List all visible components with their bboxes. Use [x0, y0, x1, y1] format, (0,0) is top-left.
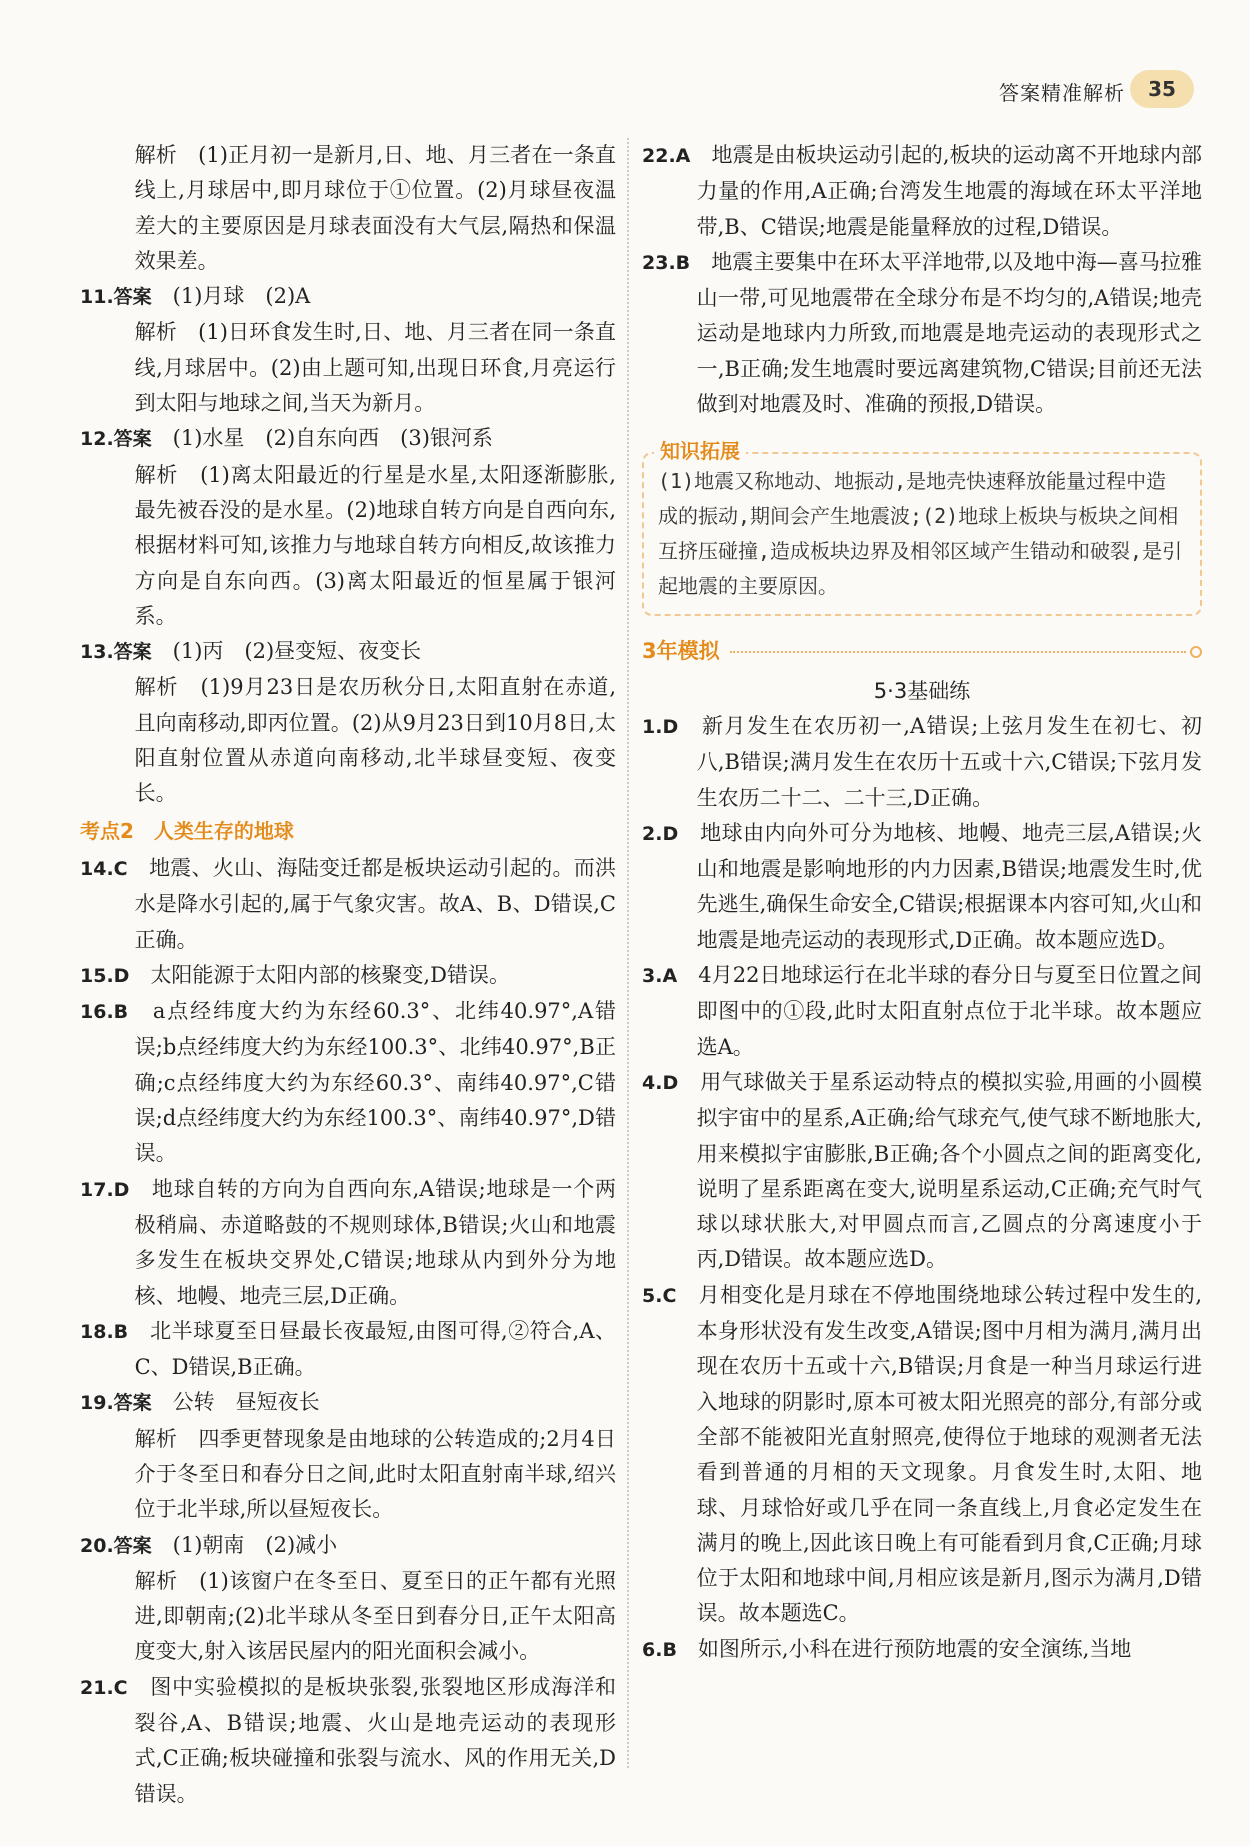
- q16: [80, 994, 616, 1171]
- basic-practice-subtitle: 5·3基础练: [873, 678, 971, 703]
- q12-answer-text: (1)水星 (2)自东向西 (3)银河系: [172, 426, 493, 451]
- r-q4: [642, 1065, 1202, 1278]
- r-q6-number: 6.B: [642, 1638, 677, 1661]
- q21-text: 图中实验模拟的是板块张裂,张裂地区形成海洋和裂谷,A、B错误;地震、火山是地壳运动的表现形式,C正确;板块碰撞和张裂与流水、风的作用无关,D错误。: [134, 1674, 616, 1806]
- page-number: 35: [1130, 70, 1194, 108]
- q20-answer-text: (1)朝南 (2)减小: [172, 1532, 338, 1557]
- right-column: [642, 138, 1202, 1668]
- q19-analysis: 解析 四季更替现象是由地球的公转造成的;2月4日介于冬至日和春分日之间,此时太阳直射南半球,绍兴位于北半球,所以昼短夜长。: [134, 1426, 616, 1522]
- q11-analysis: 解析 (1)日环食发生时,日、地、月三者在同一条直线,月球居中。(2)由上题可知,出现日环食,月亮运行到太阳与地球之间,当天为新月。: [134, 320, 616, 416]
- q20-analysis: 解析 (1)该窗户在冬至日、夏至日的正午都有光照进,即朝南;(2)北半球从冬至日到春分日,正午太阳高度变大,射入该居民屋内的阳光面积会减小。: [134, 1568, 616, 1664]
- r-q4-number: 4.D: [642, 1071, 679, 1094]
- r-q2-text: 地球由内向外可分为地核、地幔、地壳三层,A错误;火山和地震是影响地形的内力因素,B错误;地震发生时,优先逃生,确保生命安全,C错误;根据课本内容可知,火山和地震是地壳运动的表现形式,D正确。故本题应选D。: [696, 820, 1202, 952]
- q19-answer-text: 公转 昼短夜长: [172, 1390, 320, 1415]
- q12-analysis: 解析 (1)离太阳最近的行星是水星,太阳逐渐膨胀,最先被吞没的是水星。(2)地球自转方向是自西向东,根据材料可知,该推力与地球自转方向相反,故该推力方向是自东向西。(3)离太阳最近的恒星属于银河系。: [134, 462, 616, 628]
- knowledge-extension-box: [642, 439, 1202, 616]
- knowledge-extension-tag: 知识拓展: [654, 434, 746, 469]
- q15: [80, 958, 616, 994]
- q12-answer: [80, 421, 616, 457]
- q11-answer-text: (1)月球 (2)A: [172, 284, 311, 309]
- q22: [642, 138, 1202, 245]
- heading-dotted-line: [730, 651, 1186, 653]
- left-column: [80, 138, 616, 1812]
- q23-text: 地震主要集中在环太平洋地带,以及地中海—喜马拉雅山一带,可见地震带在全球分布是不均匀的,A错误;地壳运动是地球内力所致,而地震是地壳运动的表现形式之一,B正确;发生地震时要远离建筑物,C错误;目前还无法做到对地震及时、准确的预报,D错误。: [696, 249, 1202, 417]
- r-q3-text: 4月22日地球运行在北半球的春分日与夏至日位置之间即图中的①段,此时太阳直射点位于北半球。故本题应选A。: [696, 963, 1202, 1059]
- r-q5-number: 5.C: [642, 1284, 677, 1307]
- q14-number: 14.C: [80, 857, 128, 880]
- q18-text: 北半球夏至日昼最长夜最短,由图可得,②符合,A、C、D错误,B正确。: [134, 1318, 616, 1380]
- r-q1-text: 新月发生在农历初一,A错误;上弦月发生在初七、初八,B错误;满月发生在农历十五或十六,C错误;下弦月发生农历二十二、二十三,D正确。: [696, 713, 1203, 810]
- q22-number: 22.A: [642, 145, 691, 167]
- r-q5-text: 月相变化是月球在不停地围绕地球公转过程中发生的,本身形状没有发生改变,A错误;图中月相为满月,满月出现在农历十五或十六,B错误;月食是一种当月球运行进入地球的阴影时,原本可被太阳光照亮的部分,有部分或全部不能被阳光直射照亮,使得位于地球的观测者无法看到普通的月相的天文现象。月食发生时,太阳、地球、月球恰好或几乎在同一条直线上,月食必定发生在满月的晚上,因此该日晚上有可能看到月食,C正确;月球位于太阳和地球中间,月相应该是新月,图示为满月,D错误。故本题选C。: [696, 1282, 1202, 1626]
- q23: [642, 245, 1202, 422]
- q11-number: 11.答案: [80, 286, 152, 309]
- r-q2: [642, 816, 1202, 958]
- q14-text: 地震、火山、海陆变迁都是板块运动引起的。而洪水是降水引起的,属于气象灾害。故A、B、D错误,C正确。: [134, 855, 616, 952]
- column-divider: [627, 138, 629, 1768]
- q11-answer: [80, 279, 616, 315]
- q18: [80, 1314, 616, 1386]
- q14: [80, 851, 616, 958]
- q16-number: 16.B: [80, 1001, 129, 1024]
- r-q1: [642, 709, 1202, 816]
- q17: [80, 1172, 616, 1314]
- q15-number: 15.D: [80, 964, 130, 987]
- header-title: 答案精准解析: [999, 81, 1125, 105]
- q16-text: a点经纬度大约为东经60.3°、北纬40.97°,A错误;b点经纬度大约为东经100.3°、北纬40.97°,B正确;c点经纬度大约为东经60.3°、南纬40.97°,C错误;d点经纬度大约为东经100.3°、南纬40.97°,D错误。: [134, 999, 616, 1166]
- q22-text: 地震是由板块运动引起的,板块的运动离不开地球内部力量的作用,A正确;台湾发生地震的海域在环太平洋地带,B、C错误;地震是能量释放的过程,D错误。: [696, 143, 1202, 239]
- q18-number: 18.B: [80, 1320, 129, 1343]
- r-q5: [642, 1278, 1202, 1632]
- q23-number: 23.B: [642, 251, 691, 274]
- q21-number: 21.C: [80, 1676, 128, 1699]
- knowledge-extension-text: (1)地震又称地动、地振动,是地壳快速释放能量过程中造成的振动,期间会产生地震波;(2)地球上板块与板块之间相互挤压碰撞,造成板块边界及相邻区域产生错动和破裂,是引起地震的主要原因。: [658, 469, 1183, 599]
- q20-number: 20.答案: [80, 1534, 152, 1557]
- r-q4-text: 用气球做关于星系运动特点的模拟实验,用画的小圆模拟宇宙中的星系,A正确;给气球充气,使气球不断地胀大,用来模拟宇宙膨胀,B正确;各个小圆点之间的距离变化,说明了星系距离在变大,说明星系运动,C正确;充气时气球以球状胀大,对甲圆点而言,乙圆点的分离速度小于丙,D错误。故本题应选D。: [696, 1069, 1203, 1272]
- section-heading-2: 考点2 人类生存的地球: [80, 818, 294, 843]
- q13-number: 13.答案: [80, 641, 152, 664]
- q12-number: 12.答案: [80, 428, 152, 451]
- q13-answer: [80, 634, 616, 670]
- three-year-title: 3年模拟: [642, 639, 720, 664]
- heading-dot-icon: [1190, 646, 1202, 658]
- q19-number: 19.答案: [80, 1392, 152, 1415]
- q19-answer: [80, 1385, 616, 1421]
- three-year-heading: [642, 634, 1202, 669]
- q20-answer: [80, 1528, 616, 1564]
- r-q2-number: 2.D: [642, 822, 679, 845]
- r-q6: [642, 1632, 1202, 1668]
- q21: [80, 1670, 616, 1812]
- q17-number: 17.D: [80, 1178, 130, 1201]
- q17-text: 地球自转的方向为自西向东,A错误;地球是一个两极稍扁、赤道略鼓的不规则球体,B错误;火山和地震多发生在板块交界处,C错误;地球从内到外分为地核、地幔、地壳三层,D正确。: [134, 1176, 616, 1308]
- intro-analysis: 解析 (1)正月初一是新月,日、地、月三者在一条直线上,月球居中,即月球位于①位置。(2)月球昼夜温差大的主要原因是月球表面没有大气层,隔热和保温效果差。: [134, 143, 616, 273]
- r-q1-number: 1.D: [642, 715, 679, 738]
- page-header: [0, 64, 1250, 116]
- r-q3-number: 3.A: [642, 965, 678, 988]
- q13-analysis: 解析 (1)9月23日是农历秋分日,太阳直射在赤道,且向南移动,即丙位置。(2)从9月23日到10月8日,太阳直射位置从赤道向南移动,北半球昼变短、夜变长。: [134, 675, 616, 806]
- r-q6-text: 如图所示,小科在进行预防地震的安全演练,当地: [697, 1636, 1132, 1661]
- q13-answer-text: (1)丙 (2)昼变短、夜变长: [172, 639, 422, 664]
- r-q3: [642, 958, 1202, 1065]
- q15-text: 太阳能源于太阳内部的核聚变,D错误。: [150, 962, 510, 987]
